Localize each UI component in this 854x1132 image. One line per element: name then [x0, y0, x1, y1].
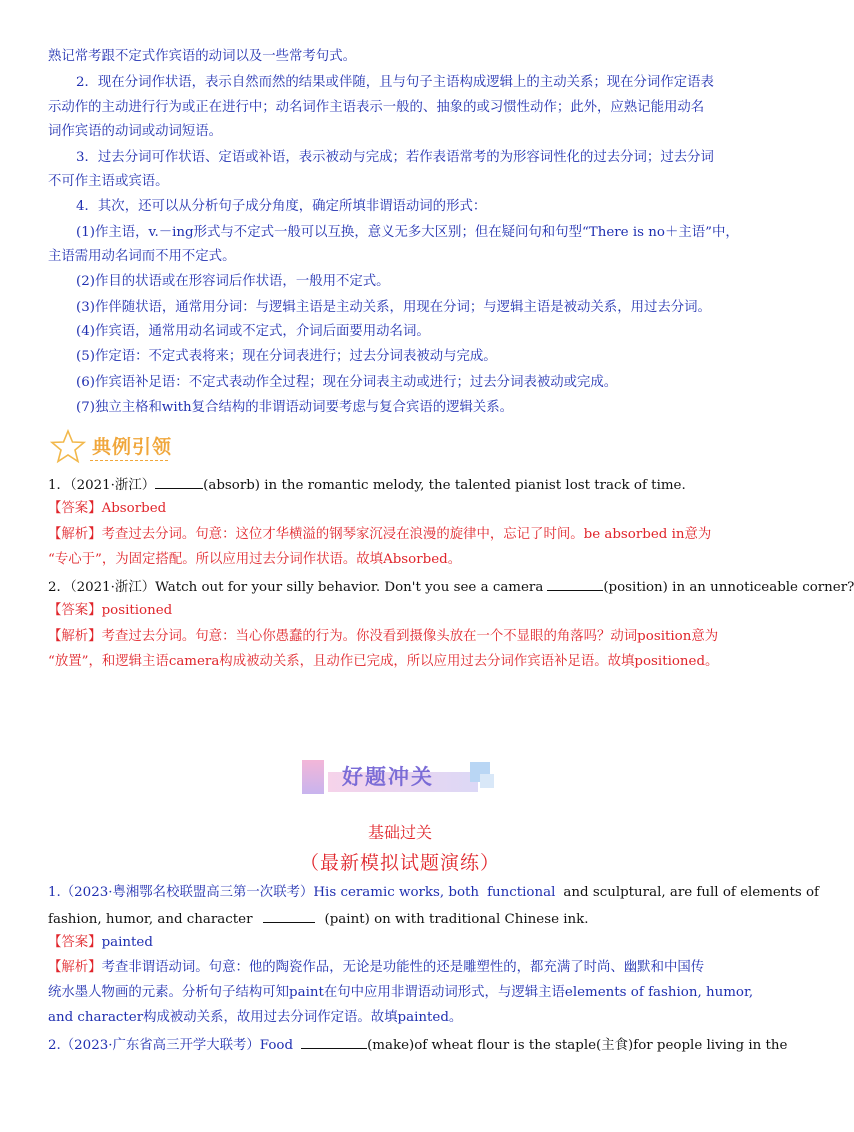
analysis-label: 【解析】 — [48, 629, 102, 644]
question-4 — [48, 1034, 788, 1056]
text-line: (2)作目的状语或在形容词后作状语，一般用不定式。 — [76, 274, 390, 289]
text-line: 4．其次，还可以从分析句子成分角度，确定所填非谓语动词的形式： — [76, 199, 487, 214]
text-line: (6)作宾语补足语：不定式表动作全过程；现在分词表主动或进行；过去分词表被动或完成。 — [76, 375, 618, 390]
question-1 — [48, 474, 760, 496]
question-source: 1.（2023·粤湘鄂名校联盟高三第一次联考）His ceramic works, both — [48, 885, 480, 900]
analysis-text: 考查过去分词。句意：当心你愚蠢的行为。你没看到摄像头放在一个不显眼的角落吗？动词position意为 — [101, 629, 719, 644]
text-line: (7)独立主格和with复合结构的非谓语动词要考虑与复合宾语的逻辑关系。 — [76, 400, 514, 415]
answer-line — [48, 499, 760, 519]
subtitle-practice: （最新模拟试题演练） — [299, 852, 500, 874]
banner-decoration — [480, 774, 494, 788]
question-3-line2 — [48, 908, 760, 930]
question-source: 2.（2023·广东省高三开学大联考）Food — [48, 1038, 294, 1053]
question-word: functional — [487, 885, 556, 900]
banner-title: 好题冲关 — [342, 765, 434, 789]
analysis-line: “放置”，和逻辑主语camera构成被动关系，且动作已完成，所以应用过去分词作宾语补足语。故填positioned。 — [48, 654, 719, 669]
text-line: 2．现在分词作状语，表示自然而然的结果或伴随，且与句子主语构成逻辑上的主动关系；现在分词作定语表 — [76, 75, 714, 90]
text-line: 不可作主语或宾语。 — [48, 174, 169, 189]
answer-label: 【答案】 — [48, 603, 102, 618]
text-line: 词作宾语的动词或动词短语。 — [48, 124, 223, 139]
text-line: 熟记常考跟不定式作宾语的动词以及一些常考句式。 — [48, 49, 356, 64]
answer-label: 【答案】 — [48, 501, 102, 516]
answer-value: Absorbed — [101, 501, 167, 516]
question-text: (make)of wheat flour is the staple(主食)for people living in the — [367, 1038, 788, 1053]
question-3 — [48, 883, 820, 903]
answer-blank — [155, 474, 203, 489]
section-header — [48, 428, 188, 464]
analysis-label: 【解析】 — [48, 960, 102, 975]
subtitle-basic: 基础过关 — [367, 823, 432, 842]
analysis-text: 考查非谓语动词。句意：他的陶瓷作品，无论是功能性的还是雕塑性的，都充满了时尚、幽默和中国传 — [101, 960, 705, 975]
answer-value: painted — [101, 935, 153, 950]
banner-decoration — [302, 760, 324, 794]
answer-label: 【答案】 — [48, 935, 102, 950]
text-line: (5)作定语：不定式表将来；现在分词表进行；过去分词表被动与完成。 — [76, 349, 497, 364]
analysis-line: “专心于”，为固定搭配。所以应用过去分词作状语。故填Absorbed。 — [48, 552, 462, 567]
answer-line — [48, 933, 760, 953]
question-text: (absorb) in the romantic melody, the talented pianist lost track of time. — [203, 478, 686, 493]
text-line: 3．过去分词可作状语、定语或补语，表示被动与完成；若作表语常考的为形容词性化的过去分词；过去分词 — [76, 150, 714, 165]
question-text: (position) in an unnoticeable corner? — [603, 580, 854, 595]
section-banner — [300, 756, 500, 800]
question-2 — [48, 576, 854, 598]
analysis-line — [48, 958, 760, 978]
text-line: (3)作伴随状语，通常用分词：与逻辑主语是主动关系，用现在分词；与逻辑主语是被动关系，用过去分词。 — [76, 300, 711, 315]
question-prefix: 1．（2021·浙江） — [48, 478, 156, 493]
section-title: 典例引领 — [92, 436, 173, 458]
analysis-line — [48, 627, 760, 647]
text-line: (4)作宾语，通常用动名词或不定式，介词后面要用动名词。 — [76, 324, 430, 339]
analysis-line: 统水墨人物画的元素。分析句子结构可知paint在句中应用非谓语动词形式，与逻辑主语elements of fashion, humor, — [48, 985, 754, 1000]
answer-blank — [301, 1034, 367, 1049]
question-text: and sculptural, are full of elements of — [563, 885, 820, 900]
answer-blank — [263, 908, 315, 923]
text-line: 示动作的主动进行行为或正在进行中；动名词作主语表示一般的、抽象的或习惯性动作；此外，应熟记能用动名 — [48, 100, 705, 115]
answer-line — [48, 601, 760, 621]
question-text: (paint) on with traditional Chinese ink. — [324, 912, 589, 927]
analysis-text: 考查过去分词。句意：这位才华横溢的钢琴家沉浸在浪漫的旋律中，忘记了时间。be absorbed in意为 — [101, 527, 712, 542]
star-icon — [48, 428, 88, 464]
text-line: (1)作主语，v.－ing形式与不定式一般可以互换，意义无多大区别；但在疑问句和句型“There is no＋主语”中， — [76, 225, 739, 240]
question-text: fashion, humor, and character — [48, 912, 253, 927]
analysis-line: and character构成被动关系，故用过去分词作定语。故填painted。 — [48, 1010, 463, 1025]
analysis-label: 【解析】 — [48, 527, 102, 542]
text-line: 主语需用动名词而不用不定式。 — [48, 249, 236, 264]
answer-value: positioned — [101, 603, 173, 618]
question-text: 2．（2021·浙江）Watch out for your silly behavior. Don't you see a camera — [48, 580, 544, 595]
section-underline — [90, 460, 168, 461]
analysis-line — [48, 525, 760, 545]
answer-blank — [547, 576, 603, 591]
